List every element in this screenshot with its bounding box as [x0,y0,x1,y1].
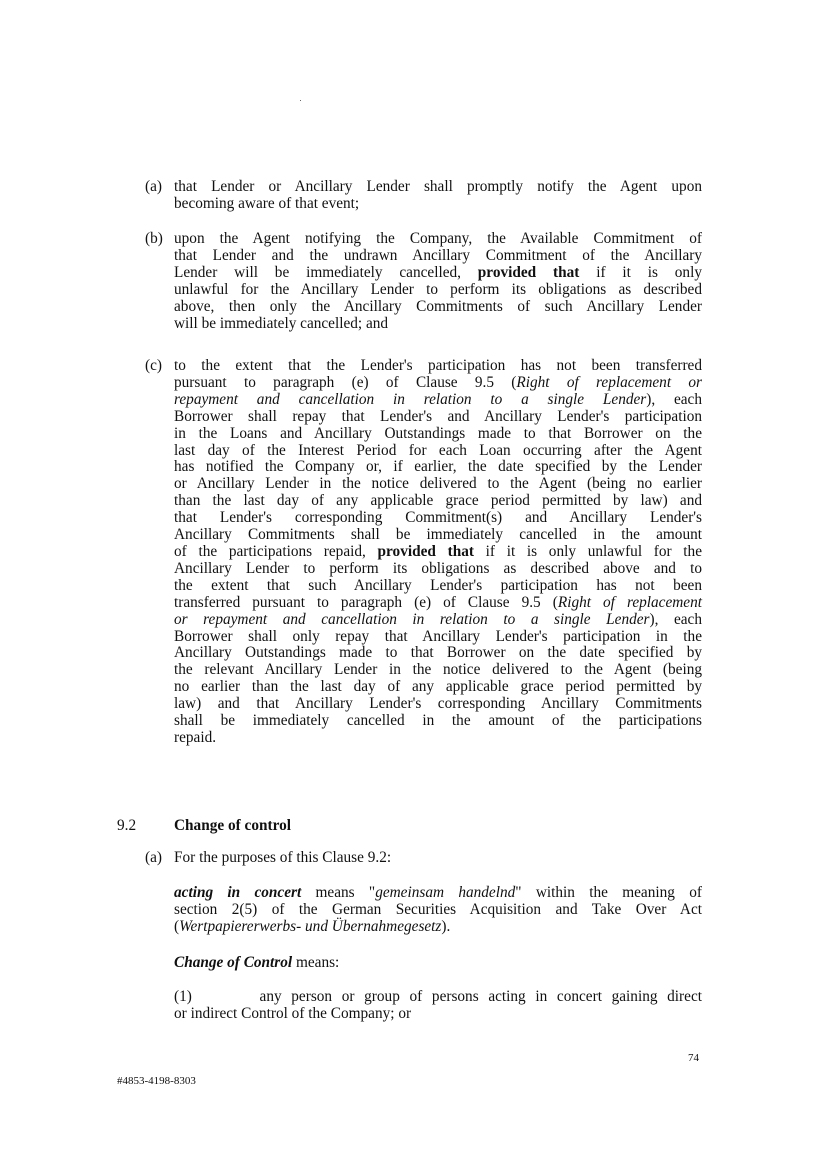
text-run: ), each [646,390,702,408]
defined-term: Change of Control [174,954,293,971]
paragraph-line: that Lender and the undrawn Ancillary Commitment of the Ancillary [174,246,702,264]
section-title: Change of control [174,817,291,834]
paragraph-line: section 2(5) of the German Securities Acquisition and Take Over Act [174,900,702,918]
paragraph-line: Borrower shall repay that Lender's and Ancillary Lender's participation [174,407,702,425]
paragraph-line: that Lender or Ancillary Lender shall promptly notify the Agent upon [174,178,702,195]
paragraph-line: last day of the Interest Period for each Loan occurring after the Agent [174,441,702,459]
text-run: ), each [649,610,702,628]
paragraph-line: Ancillary Lender to perform its obligations as described above and to [174,559,702,577]
paragraph-line [174,265,702,282]
paragraph-line: the relevant Ancillary Lender in the notice delivered to the Agent (being [174,661,702,679]
document-id: #4853-4198-8303 [117,1075,196,1087]
text-run: " within the meaning of [515,884,702,901]
text-run: means: [292,954,340,971]
paragraph-line: to the extent that the Lender's participation has not been transferred [174,357,702,374]
paragraph-line: unlawful for the Ancillary Lender to perform its obligations as described [174,280,702,298]
item-label: (b) [145,230,163,247]
paragraph-line: than the last day of any applicable grace period permitted by law) and [174,492,702,510]
definition-acting-in-concert [174,885,702,936]
sub-paragraph-1 [174,989,702,1023]
text-run: if it is only unlawful for the [485,542,702,560]
scan-mark [300,100,301,101]
text-run: ( [174,917,180,935]
page-number: 74 [688,1052,699,1064]
paragraph-line [174,544,702,561]
text-run: means " [301,884,376,901]
item-label: (a) [145,178,162,195]
text-run: if it is only [596,263,702,281]
item-label: (a) [145,849,162,866]
paragraph-line: that Lender's corresponding Commitment(s) and Ancillary Lender's [174,509,702,527]
paragraph-line [174,919,702,936]
paragraph-line [174,612,702,629]
list-item-c [145,357,702,747]
paragraph-line: repaid. [174,728,217,746]
paragraph-line: no earlier than the last day of any applicable grace period permitted by [174,678,702,696]
item-label: (1) [174,988,192,1005]
paragraph-line: Ancillary Outstandings made to that Borrower on the date specified by [174,644,702,662]
section-number: 9.2 [117,817,137,834]
italic-phrase: repayment and cancellation in relation to a single Lender [174,390,647,408]
paragraph-line [174,392,702,409]
italic-phrase: Right of replacement or [516,373,702,391]
bold-phrase: provided that [477,263,580,281]
defined-term: acting in concert [174,884,302,901]
paragraph-line: shall be immediately cancelled in the amount of the participations [174,712,702,730]
paragraph-line: For the purposes of this Clause 9.2: [174,849,392,866]
paragraph-line: has notified the Company or, if earlier, the date specified by the Lender [174,458,702,476]
paragraph-line: upon the Agent notifying the Company, the Available Commitment of [174,230,702,247]
paragraph-line [174,595,702,612]
text-run: pursuant to paragraph (e) of Clause 9.5 ( [174,373,517,391]
italic-phrase: Right of replacement [557,593,702,611]
bold-phrase: provided that [377,542,474,560]
list-item-a [145,178,702,213]
paragraph-line: above, then only the Ancillary Commitments of such Ancillary Lender [174,297,702,315]
paragraph-line: Borrower shall only repay that Ancillary Lender's participation in the [174,627,702,645]
italic-phrase: gemeinsam handelnd [375,884,516,901]
text-run: any person or group of persons acting in concert gaining direct [259,988,702,1005]
paragraph-line: the extent that such Ancillary Lender's participation has not been [174,576,702,594]
list-item-b [145,230,702,332]
text-run: transferred pursuant to paragraph (e) of Clause 9.5 ( [174,593,558,611]
italic-phrase: Wertpapiererwerbs- und Übernahmegesetz [179,917,442,935]
list-item-9-2-a [145,849,702,867]
paragraph-line: or indirect Control of the Company; or [174,1004,412,1022]
paragraph-line: law) and that Ancillary Lender's corresponding Ancillary Commitments [174,695,702,713]
paragraph-line [174,989,702,1006]
paragraph-line [174,375,702,392]
paragraph-line: Ancillary Commitments shall be immediately cancelled in the amount [174,526,702,544]
definition-change-of-control [174,955,702,972]
paragraph-line: becoming aware of that event; [174,194,360,212]
text-run: ). [441,917,451,935]
italic-phrase: or repayment and cancellation in relation to a single Lender [174,610,650,628]
paragraph-line: in the Loans and Ancillary Outstandings made to that Borrower on the [174,424,702,442]
paragraph-line: or Ancillary Lender in the notice delivered to the Agent (being no earlier [174,475,702,493]
text-run: Lender will be immediately cancelled, [174,263,461,281]
text-run: of the participations repaid, [174,542,366,560]
paragraph-line [174,885,702,902]
paragraph-line: will be immediately cancelled; and [174,314,389,332]
item-label: (c) [145,357,162,374]
paragraph-line [174,955,702,972]
